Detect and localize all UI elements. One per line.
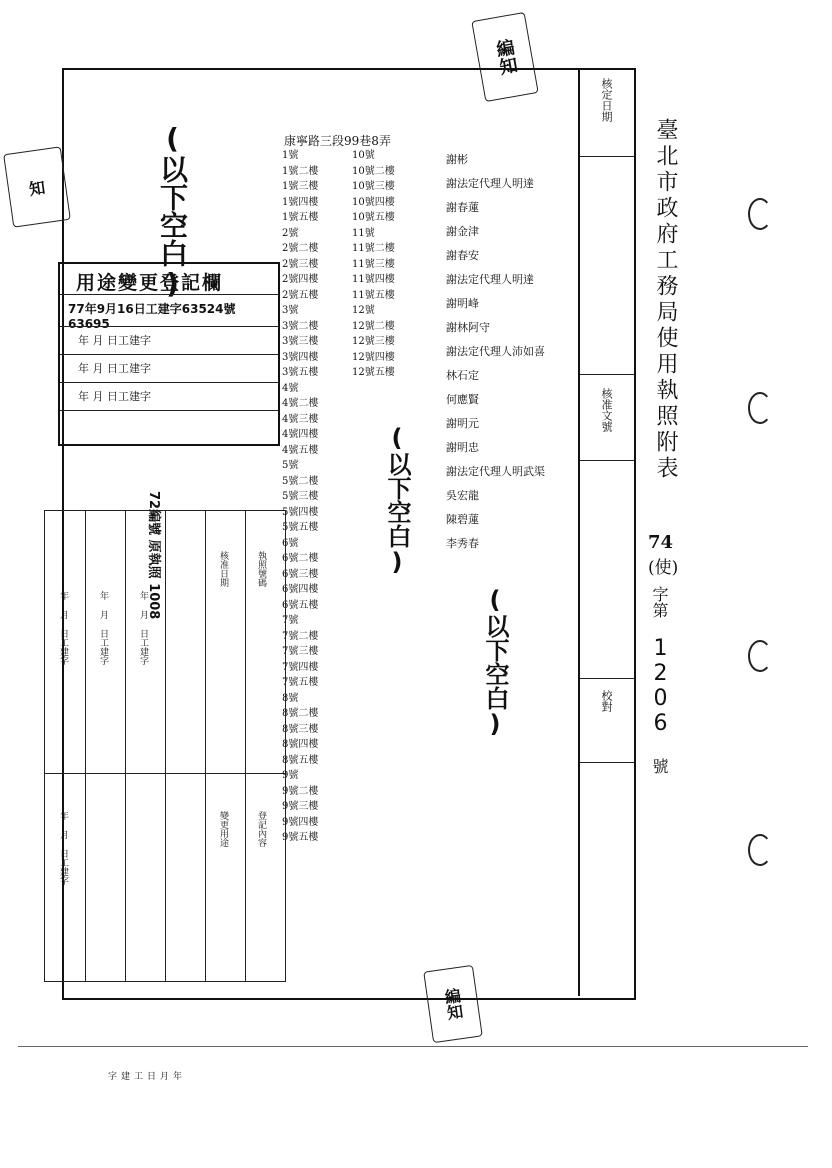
unit-entry: 2號二樓 <box>282 243 319 254</box>
unit-entry: 12號 <box>352 305 375 316</box>
document-title: 臺北市政府工務局使用執照附表 <box>653 118 678 482</box>
unit-entry: 2號五樓 <box>282 289 319 301</box>
stamp-top: 編知 <box>471 12 538 102</box>
owner-entry: 謝彬 <box>446 153 468 166</box>
owner-entry: 陳碧蓮 <box>446 513 479 526</box>
unit-entry: 12號三樓 <box>352 336 395 347</box>
unit-entry: 4號二樓 <box>282 398 319 409</box>
year-code: 74 <box>648 532 674 553</box>
unit-entry: 10號二樓 <box>352 165 395 177</box>
permit-number: 1206 <box>648 636 673 736</box>
unit-entry: 1號四樓 <box>282 196 319 208</box>
unit-entry: 5號三樓 <box>282 491 319 502</box>
unit-entry: 11號二樓 <box>352 243 395 254</box>
usage-change-box <box>58 262 280 446</box>
unit-entry: 9號四樓 <box>282 816 319 828</box>
unit-entry: 3號四樓 <box>282 351 319 363</box>
unit-entry: 2號 <box>282 227 299 239</box>
unit-entry: 7號五樓 <box>282 677 319 688</box>
unit-entry: 8號 <box>282 692 299 704</box>
unit-entry: 5號二樓 <box>282 475 319 487</box>
unit-entry: 9號三樓 <box>282 801 319 812</box>
unit-entry: 6號五樓 <box>282 599 319 611</box>
owner-entry: 謝法定代理人明達 <box>446 177 534 190</box>
binding-hole-1 <box>748 198 772 230</box>
unit-entry: 12號四樓 <box>352 351 395 363</box>
unit-entry: 11號四樓 <box>352 274 395 285</box>
unit-entry: 1號二樓 <box>282 165 319 177</box>
owner-entry: 林石定 <box>446 369 479 382</box>
unit-entry: 5號四樓 <box>282 506 319 518</box>
bottom-cell-d: 年 月 日工建字 <box>58 811 68 885</box>
unit-entry: 8號二樓 <box>282 708 319 719</box>
bottom-cell-a: 年 月 日工建字 <box>58 591 68 665</box>
owner-entry: 謝明元 <box>446 417 479 430</box>
bottom-registration-table <box>44 491 286 1080</box>
unit-list-left <box>282 148 352 846</box>
permit-number-block <box>648 532 688 774</box>
unit-entry: 8號四樓 <box>282 739 319 750</box>
unit-entry: 10號五樓 <box>352 212 395 223</box>
unit-entry: 10號 <box>352 150 375 161</box>
usage-change-row-3: 年 月 日工建字 <box>78 362 151 375</box>
unit-entry: 5號五樓 <box>282 522 319 533</box>
unit-entry: 6號 <box>282 537 299 549</box>
owner-entry: 李秀春 <box>446 537 479 550</box>
bottom-cell-c: 年 月 日工建字 <box>138 591 148 665</box>
owner-entry: 謝林阿守 <box>446 321 490 334</box>
unit-entry: 1號 <box>282 150 299 161</box>
owner-list <box>446 148 545 556</box>
usage-change-row-4: 年 月 日工建字 <box>78 390 151 403</box>
unit-entry: 10號四樓 <box>352 196 395 208</box>
owner-entry: 何應賢 <box>446 393 479 406</box>
unit-entry: 5號 <box>282 460 299 471</box>
unit-entry: 6號二樓 <box>282 553 319 564</box>
bottom-table-handwritten: 72編號 原執照 1008 <box>146 491 161 620</box>
unit-entry: 8號三樓 <box>282 723 319 735</box>
check-date-label: 核定日期 <box>600 78 613 122</box>
owner-entry: 謝金津 <box>446 225 479 238</box>
bottom-col-4: 登記內容 <box>256 811 266 847</box>
unit-entry: 4號 <box>282 382 299 394</box>
street-heading: 康寧路三段99巷8弄 <box>284 134 391 148</box>
unit-entry: 4號四樓 <box>282 429 319 440</box>
binding-hole-3 <box>748 640 772 672</box>
unit-entry: 11號三樓 <box>352 258 395 270</box>
unit-entry: 2號四樓 <box>282 274 319 285</box>
unit-entry: 11號 <box>352 227 375 239</box>
proofread-label: 校對 <box>600 690 613 712</box>
unit-entry: 12號五樓 <box>352 367 395 378</box>
owner-entry: 謝春安 <box>446 249 479 262</box>
owner-entry: 謝法定代理人明達 <box>446 273 534 286</box>
blank-mark-left: (以下空白) <box>156 122 189 300</box>
unit-entry: 3號二樓 <box>282 320 319 332</box>
owner-entry: 謝明忠 <box>446 441 479 454</box>
unit-entry: 3號 <box>282 305 299 316</box>
unit-entry: 2號三樓 <box>282 258 319 270</box>
stamp-bottom: 編知 <box>423 965 483 1043</box>
unit-entry: 7號四樓 <box>282 661 319 673</box>
word-label: 字第 <box>650 586 669 618</box>
unit-entry: 1號三樓 <box>282 181 319 192</box>
blank-mark-right: (以下空白) <box>481 586 509 738</box>
binding-hole-4 <box>748 834 772 866</box>
bottom-col-2: 執照號碼 <box>256 551 266 587</box>
bottom-cell-1: 年 月 日工建字 <box>106 1071 181 1080</box>
hao-label: 號 <box>650 758 669 774</box>
unit-entry: 12號二樓 <box>352 320 395 332</box>
unit-entry: 7號二樓 <box>282 630 319 642</box>
unit-entry: 11號五樓 <box>352 289 395 301</box>
scan-edge-line <box>18 1046 808 1047</box>
approval-doc-label: 核准文號 <box>600 388 613 432</box>
unit-entry: 8號五樓 <box>282 754 319 766</box>
use-char: (使) <box>648 558 679 578</box>
owner-entry: 謝法定代理人明武渠 <box>446 465 545 478</box>
usage-change-row-2: 年 月 日工建字 <box>78 334 151 347</box>
unit-entry: 4號三樓 <box>282 413 319 425</box>
unit-entry: 1號五樓 <box>282 212 319 223</box>
owner-entry: 吳宏龍 <box>446 489 479 502</box>
bottom-col-3: 變更用途 <box>218 811 228 847</box>
unit-entry: 7號 <box>282 615 299 626</box>
bottom-cell-b: 年 月 日工建字 <box>98 591 108 665</box>
owner-entry: 謝明峰 <box>446 297 479 310</box>
owner-entry: 謝春蓮 <box>446 201 479 214</box>
bottom-col-1: 核准日期 <box>218 551 228 587</box>
unit-entry: 9號 <box>282 770 299 781</box>
unit-entry: 9號二樓 <box>282 785 319 797</box>
usage-change-row-1: 77年9月16日工建字63524號 63695 <box>68 302 236 331</box>
unit-entry: 3號五樓 <box>282 367 319 378</box>
unit-entry: 7號三樓 <box>282 646 319 657</box>
blank-mark-middle: (以下空白) <box>383 424 411 576</box>
owner-entry: 謝法定代理人沛如喜 <box>446 345 545 358</box>
header-right-column <box>578 68 634 996</box>
unit-entry: 6號三樓 <box>282 568 319 580</box>
unit-list-right <box>352 148 422 381</box>
unit-entry: 9號五樓 <box>282 832 319 843</box>
usage-change-title: 用途變更登記欄 <box>76 272 224 294</box>
unit-entry: 6號四樓 <box>282 584 319 595</box>
stamp-left: 知 <box>3 146 71 227</box>
unit-entry: 4號五樓 <box>282 444 319 456</box>
binding-hole-2 <box>748 392 772 424</box>
unit-entry: 3號三樓 <box>282 336 319 347</box>
unit-entry: 10號三樓 <box>352 181 395 192</box>
